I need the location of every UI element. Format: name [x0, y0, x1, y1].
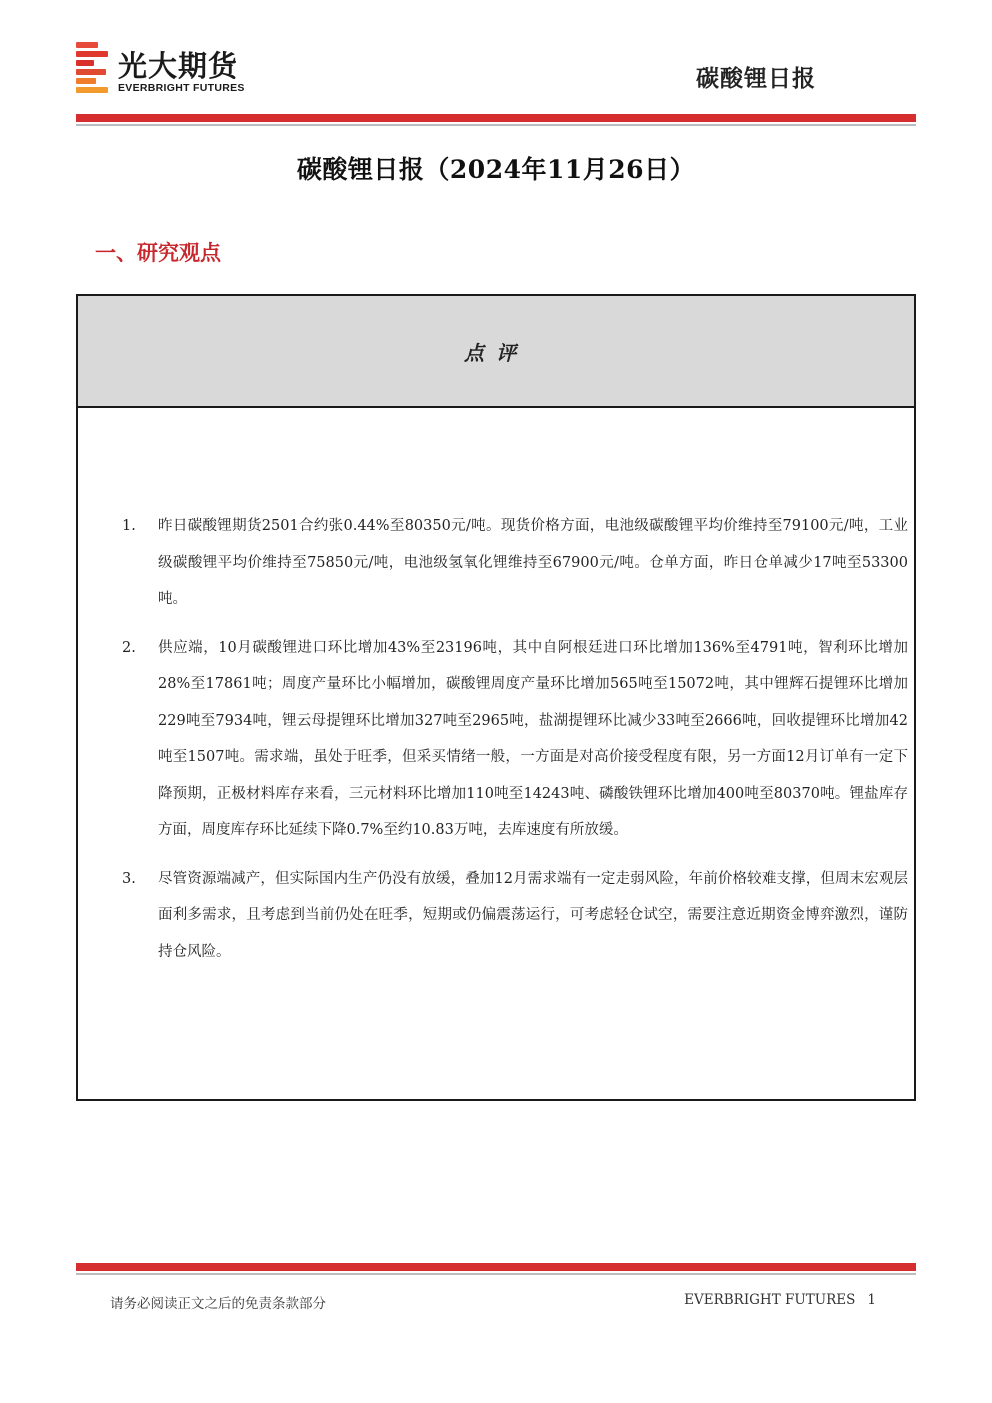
list-item-number: 1.: [122, 518, 136, 534]
list-item-text: 昨日碳酸锂期货2501合约张0.44%至80350元/吨。现货价格方面，电池级碳酸锂平均价维持至79100元/吨，工业级碳酸锂平均价维持至75850元/吨，电池级氢氧化锂维持至67900元/吨。仓单方面，昨日仓单减少17吨至53300吨。: [158, 518, 908, 607]
logo-icon: [76, 42, 108, 98]
list-item: [122, 630, 908, 849]
document-title: 碳酸锂日报（2024年11月26日）: [296, 155, 696, 184]
page-number: 1: [867, 1292, 876, 1308]
commentary-box-title: 点评: [464, 340, 528, 365]
footer-company: EVERBRIGHT FUTURES: [684, 1292, 856, 1308]
commentary-box: [76, 294, 916, 1101]
header-divider: [76, 114, 916, 122]
footer-divider: [76, 1263, 916, 1271]
logo-text-cn: 光大期货: [118, 49, 239, 83]
company-logo: [76, 40, 286, 100]
list-item-text: 尽管资源端减产，但实际国内生产仍没有放缓，叠加12月需求端有一定走弱风险，年前价格较难支撑，但周末宏观层面利多需求，且考虑到当前仍处在旺季，短期或仍偏震荡运行，可考虑轻仓试空，需要注意近期资金博弈激烈，谨防持仓风险。: [158, 870, 908, 960]
logo-text-en: EVERBRIGHT FUTURES: [118, 82, 245, 94]
list-item: [122, 508, 908, 618]
footer-divider-thin: [76, 1273, 916, 1275]
footer-disclaimer: 请务必阅读正文之后的免责条款部分: [110, 1296, 326, 1312]
commentary-box-header: [78, 296, 914, 408]
list-item-number: 2.: [122, 639, 136, 656]
section-heading: 一、研究观点: [95, 241, 221, 265]
list-item-text: 供应端，10月碳酸锂进口环比增加43%至23196吨，其中自阿根廷进口环比增加136%至4791吨，智利环比增加28%至17861吨；周度产量环比小幅增加，碳酸锂周度产量环比增加565吨至15072吨，其中锂辉石提锂环比增加229吨至7934吨，锂云母提锂环比增加327吨至2965吨，盐湖提锂环比减少33吨至2666吨，回收提锂环比增加42吨至1507吨。需求端，虽处于旺季，但采买情绪一般，一方面是对高价接受程度有限，另一方面12月订单有一定下降预期，正极材料库存来看，三元材料环比增加110吨至14243吨、磷酸铁锂环比增加400吨至80370吨。锂盐库存方面，周度库存环比延续下降0.7%至约10.83万吨，去库速度有所放缓。: [158, 639, 908, 838]
list-item-number: 3.: [122, 870, 136, 887]
commentary-list: [122, 508, 908, 982]
report-name: 碳酸锂日报: [696, 66, 816, 92]
footer-right: [672, 1292, 876, 1308]
header-divider-thin: [76, 124, 916, 126]
list-item: [122, 861, 908, 971]
